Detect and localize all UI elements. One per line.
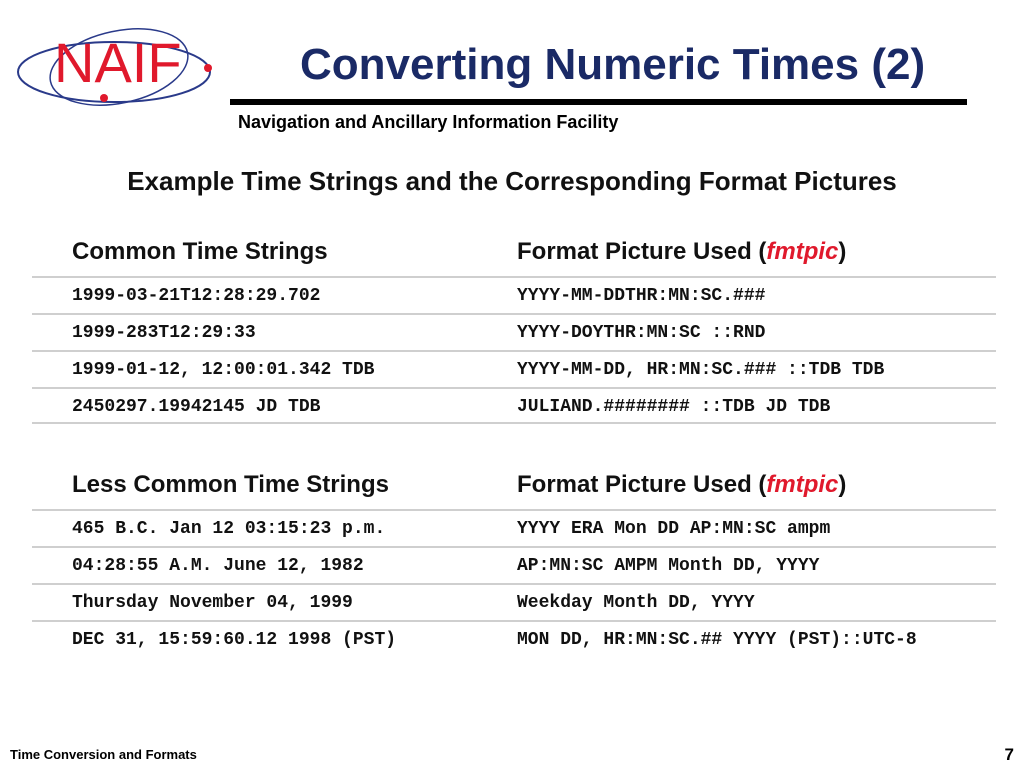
format-picture: YYYY-MM-DDTHR:MN:SC.### [517, 286, 766, 306]
table-row [32, 546, 996, 583]
logo-text: NAIF [54, 31, 182, 94]
table-row [32, 583, 996, 620]
less-common-table [0, 471, 1024, 657]
format-picture: MON DD, HR:MN:SC.## YYYY (PST)::UTC-8 [517, 630, 917, 650]
time-string: 04:28:55 A.M. June 12, 1982 [72, 556, 364, 576]
format-picture: YYYY-MM-DD, HR:MN:SC.### ::TDB TDB [517, 360, 885, 380]
logo-dot-right [204, 64, 212, 72]
time-string: 1999-01-12, 12:00:01.342 TDB [72, 360, 375, 380]
table-row [32, 620, 996, 657]
time-string: 465 B.C. Jan 12 03:15:23 p.m. [72, 519, 386, 539]
common-col2-header [517, 238, 846, 266]
table-row [32, 509, 996, 546]
less-common-col1-header: Less Common Time Strings [72, 471, 389, 498]
page-number: 7 [1004, 745, 1014, 764]
time-string: 1999-03-21T12:28:29.702 [72, 286, 321, 306]
col2-suffix: ) [838, 471, 847, 498]
format-picture: YYYY-DOYTHR:MN:SC ::RND [517, 323, 766, 343]
table-row [32, 276, 996, 313]
time-string: Thursday November 04, 1999 [72, 593, 353, 613]
fmtpic-label: fmtpic [766, 471, 839, 498]
col2-prefix: Format Picture Used ( [517, 471, 767, 498]
time-string: 1999-283T12:29:33 [72, 323, 256, 343]
naif-logo [14, 22, 228, 110]
col2-suffix: ) [838, 238, 847, 265]
common-table-header [0, 238, 1024, 276]
page-subtitle: Navigation and Ancillary Information Facility [238, 112, 619, 132]
less-common-table-header [0, 471, 1024, 509]
less-common-col2-header [517, 471, 846, 499]
table-row [32, 350, 996, 387]
fmtpic-label: fmtpic [766, 238, 839, 265]
table-row [32, 387, 996, 424]
time-string: DEC 31, 15:59:60.12 1998 (PST) [72, 630, 397, 650]
common-table [0, 238, 1024, 424]
format-picture: YYYY ERA Mon DD AP:MN:SC ampm [517, 519, 831, 539]
logo-dot-bottom [100, 94, 108, 102]
format-picture: JULIAND.######## ::TDB JD TDB [517, 397, 831, 417]
title-rule [230, 99, 967, 105]
format-picture: AP:MN:SC AMPM Month DD, YYYY [517, 556, 820, 576]
section-heading: Example Time Strings and the Corresponding Format Pictures [127, 166, 897, 196]
table-row [32, 313, 996, 350]
col2-prefix: Format Picture Used ( [517, 238, 767, 265]
format-picture: Weekday Month DD, YYYY [517, 593, 755, 613]
time-string: 2450297.19942145 JD TDB [72, 397, 321, 417]
footer-section-title: Time Conversion and Formats [10, 747, 197, 762]
common-col1-header: Common Time Strings [72, 238, 328, 265]
page-title: Converting Numeric Times (2) [300, 40, 926, 89]
